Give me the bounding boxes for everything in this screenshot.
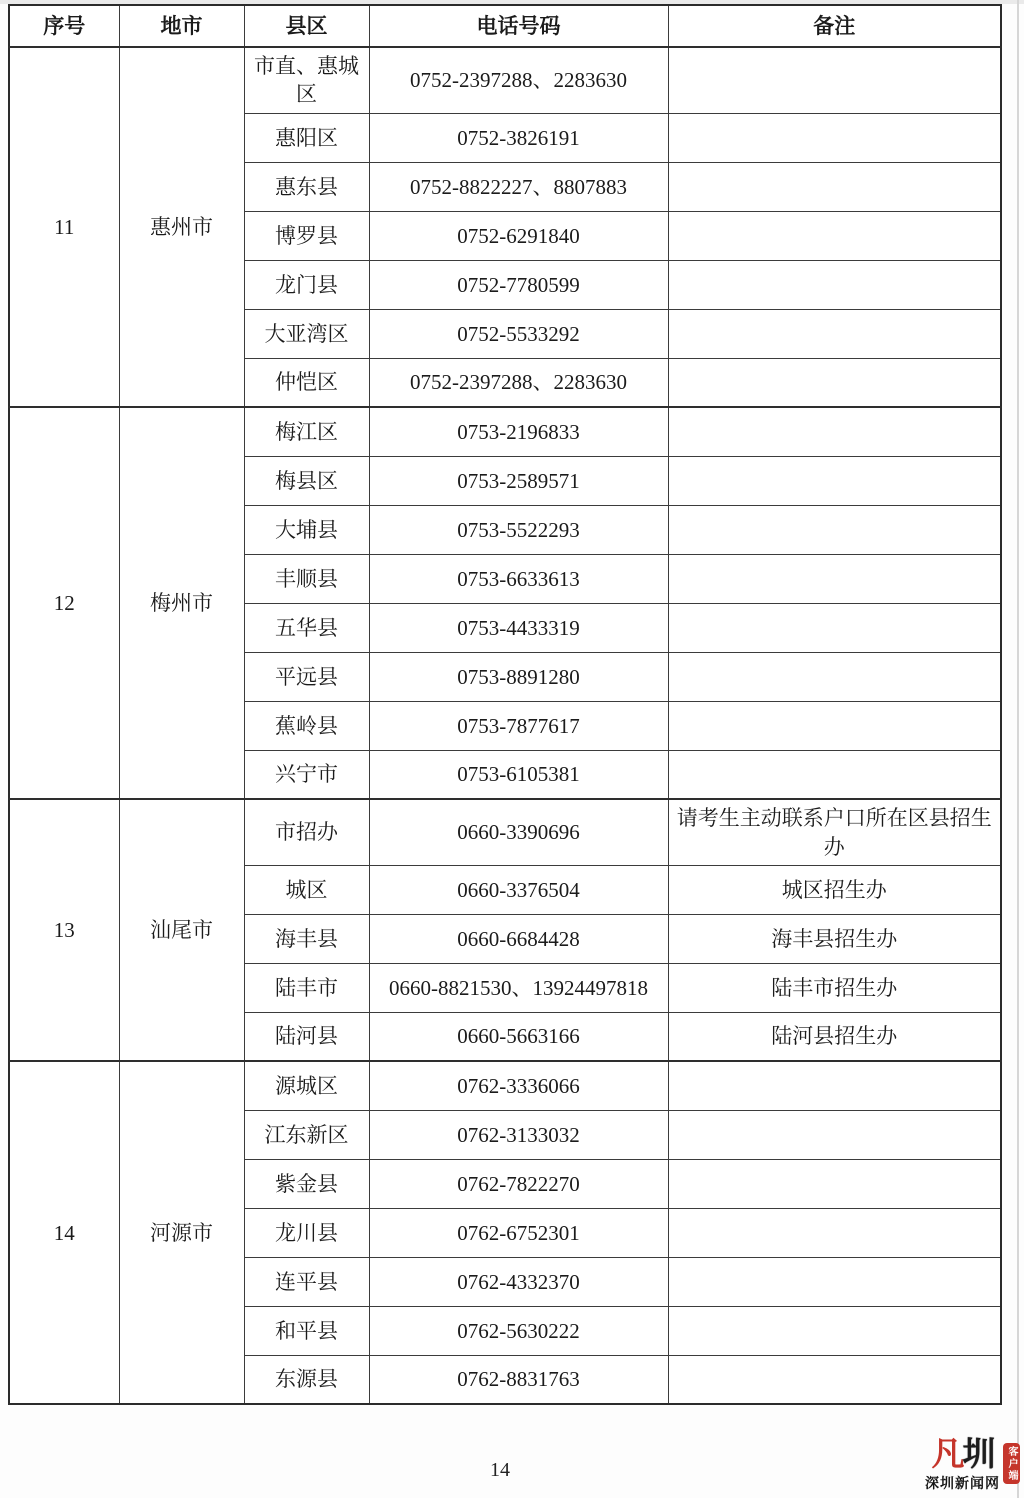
phone-cell: 0752-3826191: [369, 113, 668, 162]
district-cell: 博罗县: [244, 211, 369, 260]
district-cell: 东源县: [244, 1355, 369, 1404]
note-cell: [668, 162, 1001, 211]
district-cell: 陆丰市: [244, 963, 369, 1012]
phone-cell: 0762-4332370: [369, 1257, 668, 1306]
note-cell: [668, 554, 1001, 603]
phone-cell: 0762-5630222: [369, 1306, 668, 1355]
phone-cell: 0753-4433319: [369, 603, 668, 652]
city-cell: 梅州市: [119, 407, 244, 799]
note-cell: [668, 456, 1001, 505]
phone-cell: 0660-3390696: [369, 799, 668, 865]
phone-cell: 0753-2589571: [369, 456, 668, 505]
header-phone: 电话号码: [369, 5, 668, 47]
note-cell: [668, 1159, 1001, 1208]
logo-mark-red-glyph: 凡: [931, 1435, 963, 1473]
note-cell: [668, 1355, 1001, 1404]
phone-cell: 0752-2397288、2283630: [369, 47, 668, 113]
phone-directory-table: [8, 4, 1002, 1405]
index-cell: 14: [9, 1061, 119, 1404]
header-city: 地市: [119, 5, 244, 47]
district-cell: 蕉岭县: [244, 701, 369, 750]
phone-cell: 0753-5522293: [369, 505, 668, 554]
district-cell: 兴宁市: [244, 750, 369, 799]
note-cell: [668, 1208, 1001, 1257]
district-cell: 大埔县: [244, 505, 369, 554]
note-cell: [668, 358, 1001, 407]
note-cell: [668, 1061, 1001, 1110]
note-cell: [668, 1306, 1001, 1355]
table-row: [9, 799, 1001, 865]
page-right-edge: [1017, 0, 1019, 1498]
phone-cell: 0753-7877617: [369, 701, 668, 750]
district-cell: 市直、惠城区: [244, 47, 369, 113]
city-cell: 河源市: [119, 1061, 244, 1404]
district-cell: 紫金县: [244, 1159, 369, 1208]
note-cell: [668, 652, 1001, 701]
header-district: 县区: [244, 5, 369, 47]
phone-cell: 0752-6291840: [369, 211, 668, 260]
note-cell: 陆丰市招生办: [668, 963, 1001, 1012]
shenzhen-news-logo: [925, 1437, 1020, 1493]
note-cell: 请考生主动联系户口所在区县招生办: [668, 799, 1001, 865]
phone-cell: 0753-8891280: [369, 652, 668, 701]
note-cell: [668, 750, 1001, 799]
city-cell: 汕尾市: [119, 799, 244, 1061]
district-cell: 惠东县: [244, 162, 369, 211]
table-row: [9, 407, 1001, 456]
table-header-row: [9, 5, 1001, 47]
note-cell: [668, 47, 1001, 113]
phone-cell: 0753-6633613: [369, 554, 668, 603]
phone-cell: 0660-8821530、13924497818: [369, 963, 668, 1012]
note-cell: [668, 260, 1001, 309]
city-cell: 惠州市: [119, 47, 244, 407]
phone-cell: 0762-8831763: [369, 1355, 668, 1404]
district-cell: 仲恺区: [244, 358, 369, 407]
phone-cell: 0762-6752301: [369, 1208, 668, 1257]
phone-cell: 0660-3376504: [369, 865, 668, 914]
note-cell: [668, 603, 1001, 652]
district-cell: 和平县: [244, 1306, 369, 1355]
logo-mark-icon: [932, 1437, 994, 1472]
note-cell: 城区招生办: [668, 865, 1001, 914]
phone-cell: 0762-7822270: [369, 1159, 668, 1208]
note-cell: 陆河县招生办: [668, 1012, 1001, 1061]
phone-cell: 0762-3133032: [369, 1110, 668, 1159]
page-number: 14: [490, 1459, 510, 1481]
district-cell: 惠阳区: [244, 113, 369, 162]
district-cell: 平远县: [244, 652, 369, 701]
note-cell: [668, 211, 1001, 260]
district-cell: 丰顺县: [244, 554, 369, 603]
logo-mark-dark-glyph: 圳: [962, 1435, 994, 1473]
district-cell: 市招办: [244, 799, 369, 865]
phone-cell: 0753-6105381: [369, 750, 668, 799]
phone-cell: 0762-3336066: [369, 1061, 668, 1110]
note-cell: 海丰县招生办: [668, 914, 1001, 963]
table-row: [9, 47, 1001, 113]
phone-cell: 0752-8822227、8807883: [369, 162, 668, 211]
phone-cell: 0660-6684428: [369, 914, 668, 963]
table-row: [9, 1061, 1001, 1110]
district-cell: 海丰县: [244, 914, 369, 963]
phone-cell: 0752-2397288、2283630: [369, 358, 668, 407]
phone-cell: 0752-7780599: [369, 260, 668, 309]
phone-cell: 0753-2196833: [369, 407, 668, 456]
district-cell: 五华县: [244, 603, 369, 652]
district-cell: 陆河县: [244, 1012, 369, 1061]
table-body: [9, 47, 1001, 1404]
header-index: 序号: [9, 5, 119, 47]
phone-cell: 0660-5663166: [369, 1012, 668, 1061]
logo-client-seal: 客户端: [1003, 1443, 1020, 1484]
phone-cell: 0752-5533292: [369, 309, 668, 358]
district-cell: 梅江区: [244, 407, 369, 456]
district-cell: 大亚湾区: [244, 309, 369, 358]
note-cell: [668, 1257, 1001, 1306]
note-cell: [668, 113, 1001, 162]
note-cell: [668, 309, 1001, 358]
index-cell: 11: [9, 47, 119, 407]
district-cell: 连平县: [244, 1257, 369, 1306]
note-cell: [668, 407, 1001, 456]
header-note: 备注: [668, 5, 1001, 47]
index-cell: 12: [9, 407, 119, 799]
district-cell: 梅县区: [244, 456, 369, 505]
district-cell: 龙川县: [244, 1208, 369, 1257]
district-cell: 江东新区: [244, 1110, 369, 1159]
note-cell: [668, 701, 1001, 750]
logo-main: [925, 1437, 1000, 1493]
note-cell: [668, 1110, 1001, 1159]
district-cell: 龙门县: [244, 260, 369, 309]
index-cell: 13: [9, 799, 119, 1061]
district-cell: 城区: [244, 865, 369, 914]
note-cell: [668, 505, 1001, 554]
district-cell: 源城区: [244, 1061, 369, 1110]
logo-brand-text: 深圳新闻网: [925, 1475, 1000, 1491]
